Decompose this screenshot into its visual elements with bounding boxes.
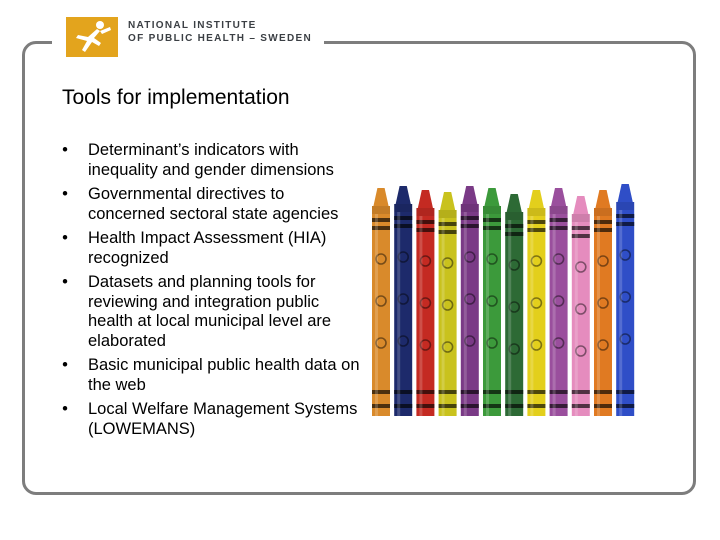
list-item [60, 229, 360, 268]
organization-name-line1: NATIONAL INSTITUTE [128, 20, 257, 31]
crayon [416, 190, 434, 416]
list-item [60, 356, 360, 395]
crayons-photo [370, 178, 662, 420]
leaping-figure-logo-icon [66, 17, 118, 57]
crayon [394, 186, 412, 416]
list-item [60, 185, 360, 224]
bullet-text: Health Impact Assessment (HIA) recognized [88, 229, 327, 267]
bullet-text: Governmental directives to concerned sectoral state agencies [88, 185, 339, 223]
bullet-text: Local Welfare Management Systems (LOWEMANS) [88, 400, 358, 438]
crayon [527, 190, 545, 416]
bullet-glyph: • [62, 273, 68, 291]
slide-title: Tools for implementation [62, 86, 290, 109]
crayon [461, 186, 479, 416]
list-item [60, 141, 360, 180]
bullet-glyph: • [62, 400, 68, 418]
crayon [616, 184, 634, 416]
crayon [594, 190, 612, 416]
list-item [60, 273, 360, 351]
bullet-list [60, 141, 360, 444]
crayon [572, 196, 590, 416]
crayon [505, 194, 523, 416]
organization-name-line2: OF PUBLIC HEALTH – SWEDEN [128, 33, 312, 44]
bullet-text: Datasets and planning tools for reviewing and integration public health at local municipal level are elaborated [88, 273, 332, 350]
crayon [372, 188, 390, 416]
bullet-glyph: • [62, 356, 68, 374]
bullet-glyph: • [62, 185, 68, 203]
list-item [60, 400, 360, 439]
bullet-glyph: • [62, 141, 68, 159]
crayon [550, 188, 568, 416]
crayon [483, 188, 501, 416]
bullet-text: Determinant’s indicators with inequality and gender dimensions [88, 141, 334, 179]
crayon [439, 192, 457, 416]
bullet-text: Basic municipal public health data on the web [88, 356, 360, 394]
organization-name [128, 19, 312, 45]
bullet-glyph: • [62, 229, 68, 247]
